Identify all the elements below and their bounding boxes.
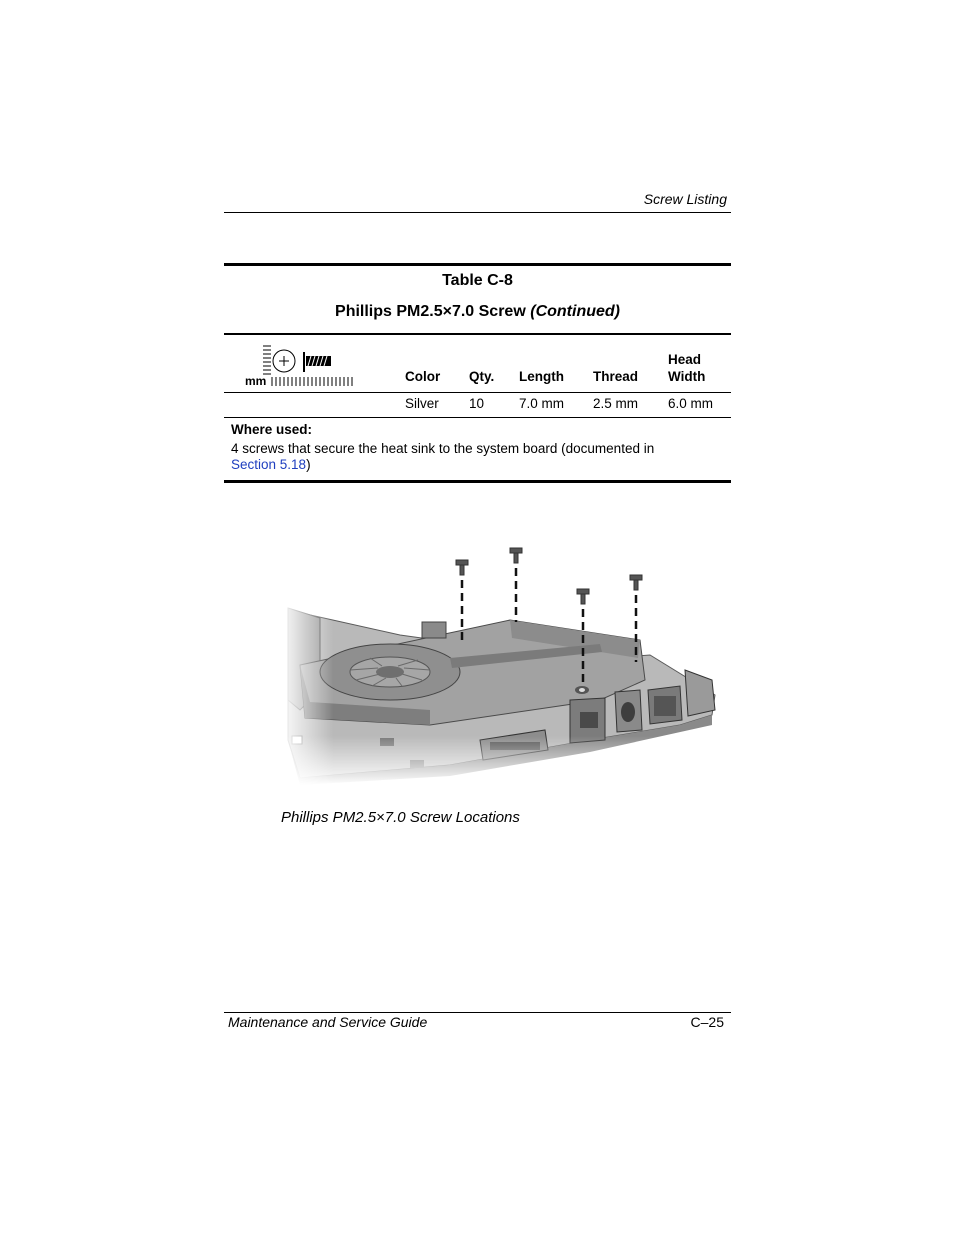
figure-caption: Phillips PM2.5×7.0 Screw Locations bbox=[281, 809, 520, 826]
row-rule bbox=[224, 417, 731, 418]
footer-rule bbox=[224, 1012, 731, 1013]
section-link[interactable]: Section 5.18 bbox=[231, 457, 307, 472]
running-header: Screw Listing bbox=[643, 191, 727, 207]
footer-guide-title: Maintenance and Service Guide bbox=[228, 1014, 428, 1030]
cell-thread: 2.5 mm bbox=[593, 396, 639, 411]
column-header-rule bbox=[224, 392, 731, 393]
cell-head-width: 6.0 mm bbox=[668, 396, 714, 411]
col-header-head-width bbox=[668, 351, 705, 385]
where-used-close: ) bbox=[306, 457, 311, 472]
table-title-rule bbox=[224, 333, 731, 335]
cell-length: 7.0 mm bbox=[519, 396, 565, 411]
footer-page-number: C–25 bbox=[690, 1014, 724, 1030]
heat-sink-screw-illustration bbox=[280, 540, 725, 785]
col-header-length: Length bbox=[519, 369, 564, 384]
header-rule bbox=[224, 212, 731, 213]
col-header-color: Color bbox=[405, 369, 441, 384]
table-title-main: Phillips PM2.5×7.0 Screw bbox=[335, 303, 526, 320]
cell-qty: 10 bbox=[469, 396, 485, 411]
col-header-head-width-line2: Width bbox=[668, 369, 706, 384]
table-title bbox=[224, 303, 731, 321]
col-header-qty: Qty. bbox=[469, 369, 495, 384]
table-top-rule bbox=[224, 263, 731, 266]
where-used-text bbox=[231, 441, 711, 473]
table-bottom-rule bbox=[224, 480, 731, 483]
table-number: Table C-8 bbox=[442, 272, 513, 289]
where-used-description: 4 screws that secure the heat sink to the system board (documented in bbox=[231, 441, 655, 456]
col-header-thread: Thread bbox=[593, 369, 639, 384]
table-title-suffix: (Continued) bbox=[530, 303, 620, 320]
where-used-label: Where used: bbox=[231, 422, 313, 437]
cell-color: Silver bbox=[405, 396, 439, 411]
ruler-unit-label: mm bbox=[245, 374, 267, 388]
screw-ruler-icon bbox=[244, 343, 359, 389]
col-header-head-width-line1: Head bbox=[668, 352, 702, 367]
